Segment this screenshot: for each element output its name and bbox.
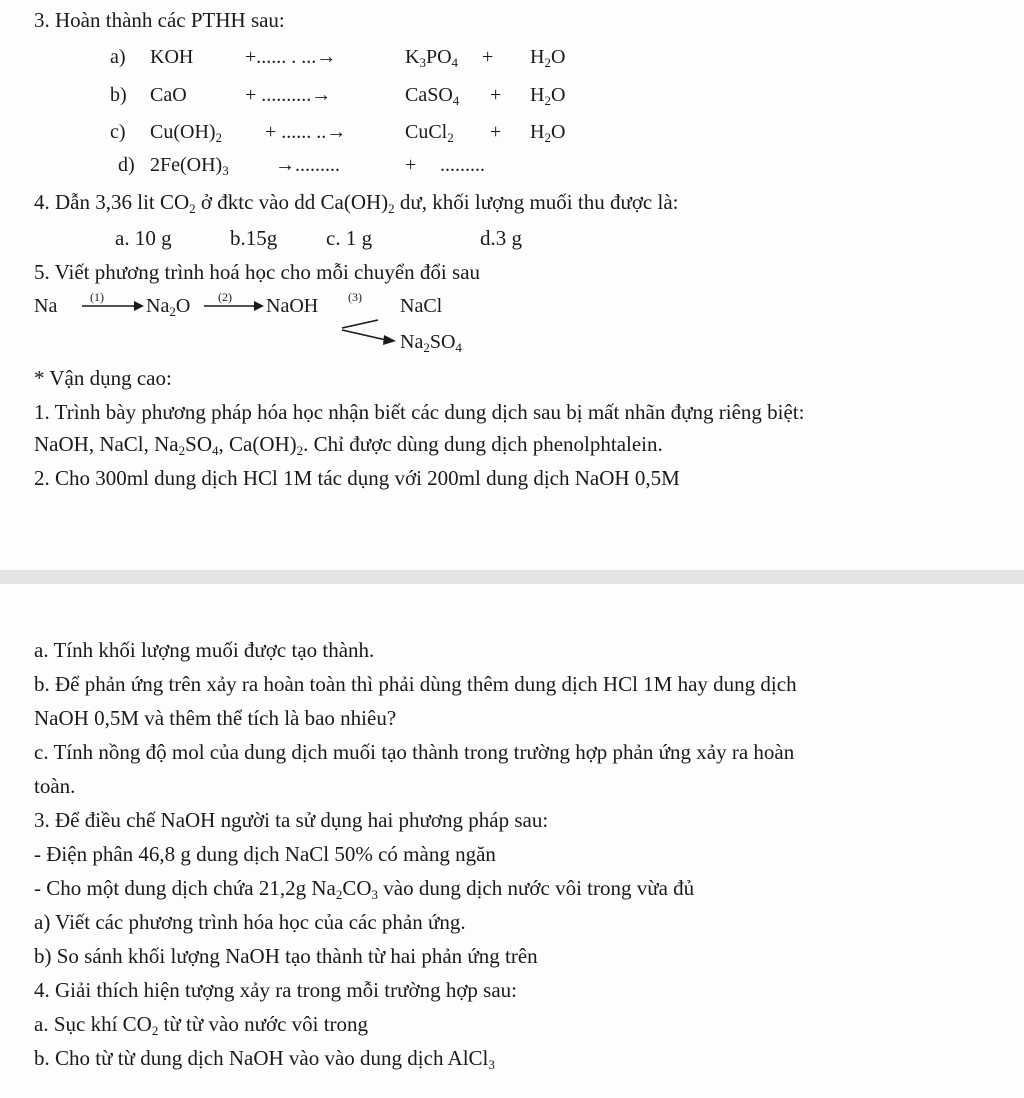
- q3-method-1: - Điện phân 46,8 g dung dịch NaCl 50% có màng ngăn: [34, 842, 496, 866]
- scheme-na2o: $Na_2O$: [146, 295, 191, 319]
- q4-part-b: b. Cho từ từ dung dịch NaOH vào vào dung dịch AlCl$_3$: [34, 1046, 495, 1072]
- eq-d-reactant: $2Fe(OH)_3$: [150, 154, 229, 178]
- scheme-nacl: NaCl: [400, 295, 443, 317]
- q3-title: 3. Hoàn thành các PTHH sau:: [34, 8, 285, 32]
- eq-d-product2: .........: [440, 154, 485, 176]
- scheme-branch-arrows: [338, 318, 398, 348]
- scheme-arrow-2: [204, 296, 264, 312]
- advanced-q2-line1: 2. Cho 300ml dung dịch HCl 1M tác dụng với 200ml dung dịch NaOH 0,5M: [34, 466, 680, 490]
- eq-b-product2: $H_2O$: [530, 84, 566, 108]
- q4-part-a: a. Sục khí $CO_2$ từ từ vào nước vôi trong: [34, 1012, 369, 1038]
- scheme-arrow-1: [82, 296, 144, 312]
- q2-part-b-line2: NaOH 0,5M và thêm thể tích là bao nhiêu?: [34, 706, 397, 730]
- eq-c-blank: + ...... ..→: [265, 121, 347, 143]
- q2-part-c-line2: toàn.: [34, 774, 76, 798]
- q4-stem: 4. Dẫn 3,36 lit $CO_2$ ở đktc vào dd $Ca(OH)_2$ dư, khối lượng muối thu được là:: [34, 190, 679, 216]
- eq-b-product1: CaSO$_4$: [405, 84, 460, 108]
- scheme-naoh: NaOH: [266, 295, 319, 317]
- eq-b-reactant: CaO: [150, 84, 187, 106]
- eq-c-product1: CuCl$_2$: [405, 121, 454, 145]
- eq-d-plus: +: [405, 154, 417, 176]
- eq-a-label: a): [110, 46, 126, 68]
- scheme-step-3: (3): [348, 290, 362, 304]
- eq-a-reactant: KOH: [150, 46, 194, 68]
- q4-option-d: d.3 g: [480, 226, 522, 250]
- eq-c-plus: +: [490, 121, 502, 143]
- q4-option-c: c. 1 g: [326, 226, 373, 250]
- advanced-header: * Vận dụng cao:: [34, 366, 172, 390]
- worksheet-bottom: [0, 584, 1024, 1098]
- eq-a-product1: $K_3PO_4$: [405, 46, 459, 70]
- eq-c-label: c): [110, 121, 126, 143]
- eq-d-label: d): [118, 154, 135, 176]
- eq-a-blank: +...... . ...→: [245, 46, 337, 68]
- q3-part-a: a) Viết các phương trình hóa học của các phản ứng.: [34, 910, 466, 934]
- scheme-step-1: (1): [90, 290, 104, 304]
- eq-a-product2: $H_2O$: [530, 46, 566, 70]
- q3-method-2: - Cho một dung dịch chứa 21,2g $Na_2CO_3$ vào dung dịch nước vôi trong vừa đủ: [34, 876, 695, 902]
- scheme-na2so4: $Na_2SO_4$: [400, 331, 462, 355]
- eq-a-plus: +: [482, 46, 494, 68]
- q5-title: 5. Viết phương trình hoá học cho mỗi chuyển đổi sau: [34, 260, 481, 284]
- eq-b-plus: +: [490, 84, 502, 106]
- eq-c-reactant: $Cu(OH)_2$: [150, 121, 223, 145]
- q4-option-b: b.15g: [230, 226, 278, 250]
- advanced-q1-line1: 1. Trình bày phương pháp hóa học nhận biết các dung dịch sau bị mất nhãn đựng riêng biệt:: [34, 400, 805, 424]
- scheme-step-2: (2): [218, 290, 232, 304]
- q2-part-c-line1: c. Tính nồng độ mol của dung dịch muối tạo thành trong trường hợp phản ứng xảy ra hoàn: [34, 740, 795, 764]
- advanced-q1-line2: NaOH, NaCl, $Na_2SO_4$, $Ca(OH)_2$. Chỉ được dùng dung dịch phenolphtalein.: [34, 432, 663, 458]
- scheme-na: Na: [34, 295, 58, 317]
- eq-c-product2: $H_2O$: [530, 121, 566, 145]
- q3-advanced-title: 3. Để điều chế NaOH người ta sử dụng hai phương pháp sau:: [34, 808, 549, 832]
- eq-d-blank: →.........: [275, 154, 340, 176]
- q4-option-a: a. 10 g: [115, 226, 172, 250]
- q3-part-b: b) So sánh khối lượng NaOH tạo thành từ hai phản ứng trên: [34, 944, 538, 968]
- q4-advanced-title: 4. Giải thích hiện tượng xảy ra trong mỗi trường hợp sau:: [34, 978, 517, 1002]
- page-separator: [0, 570, 1024, 584]
- eq-b-blank: + ..........→: [245, 84, 332, 106]
- q2-part-a: a. Tính khối lượng muối được tạo thành.: [34, 638, 375, 662]
- q2-part-b-line1: b. Để phản ứng trên xảy ra hoàn toàn thì phải dùng thêm dung dịch HCl 1M hay dung dịch: [34, 672, 797, 696]
- eq-b-label: b): [110, 84, 127, 106]
